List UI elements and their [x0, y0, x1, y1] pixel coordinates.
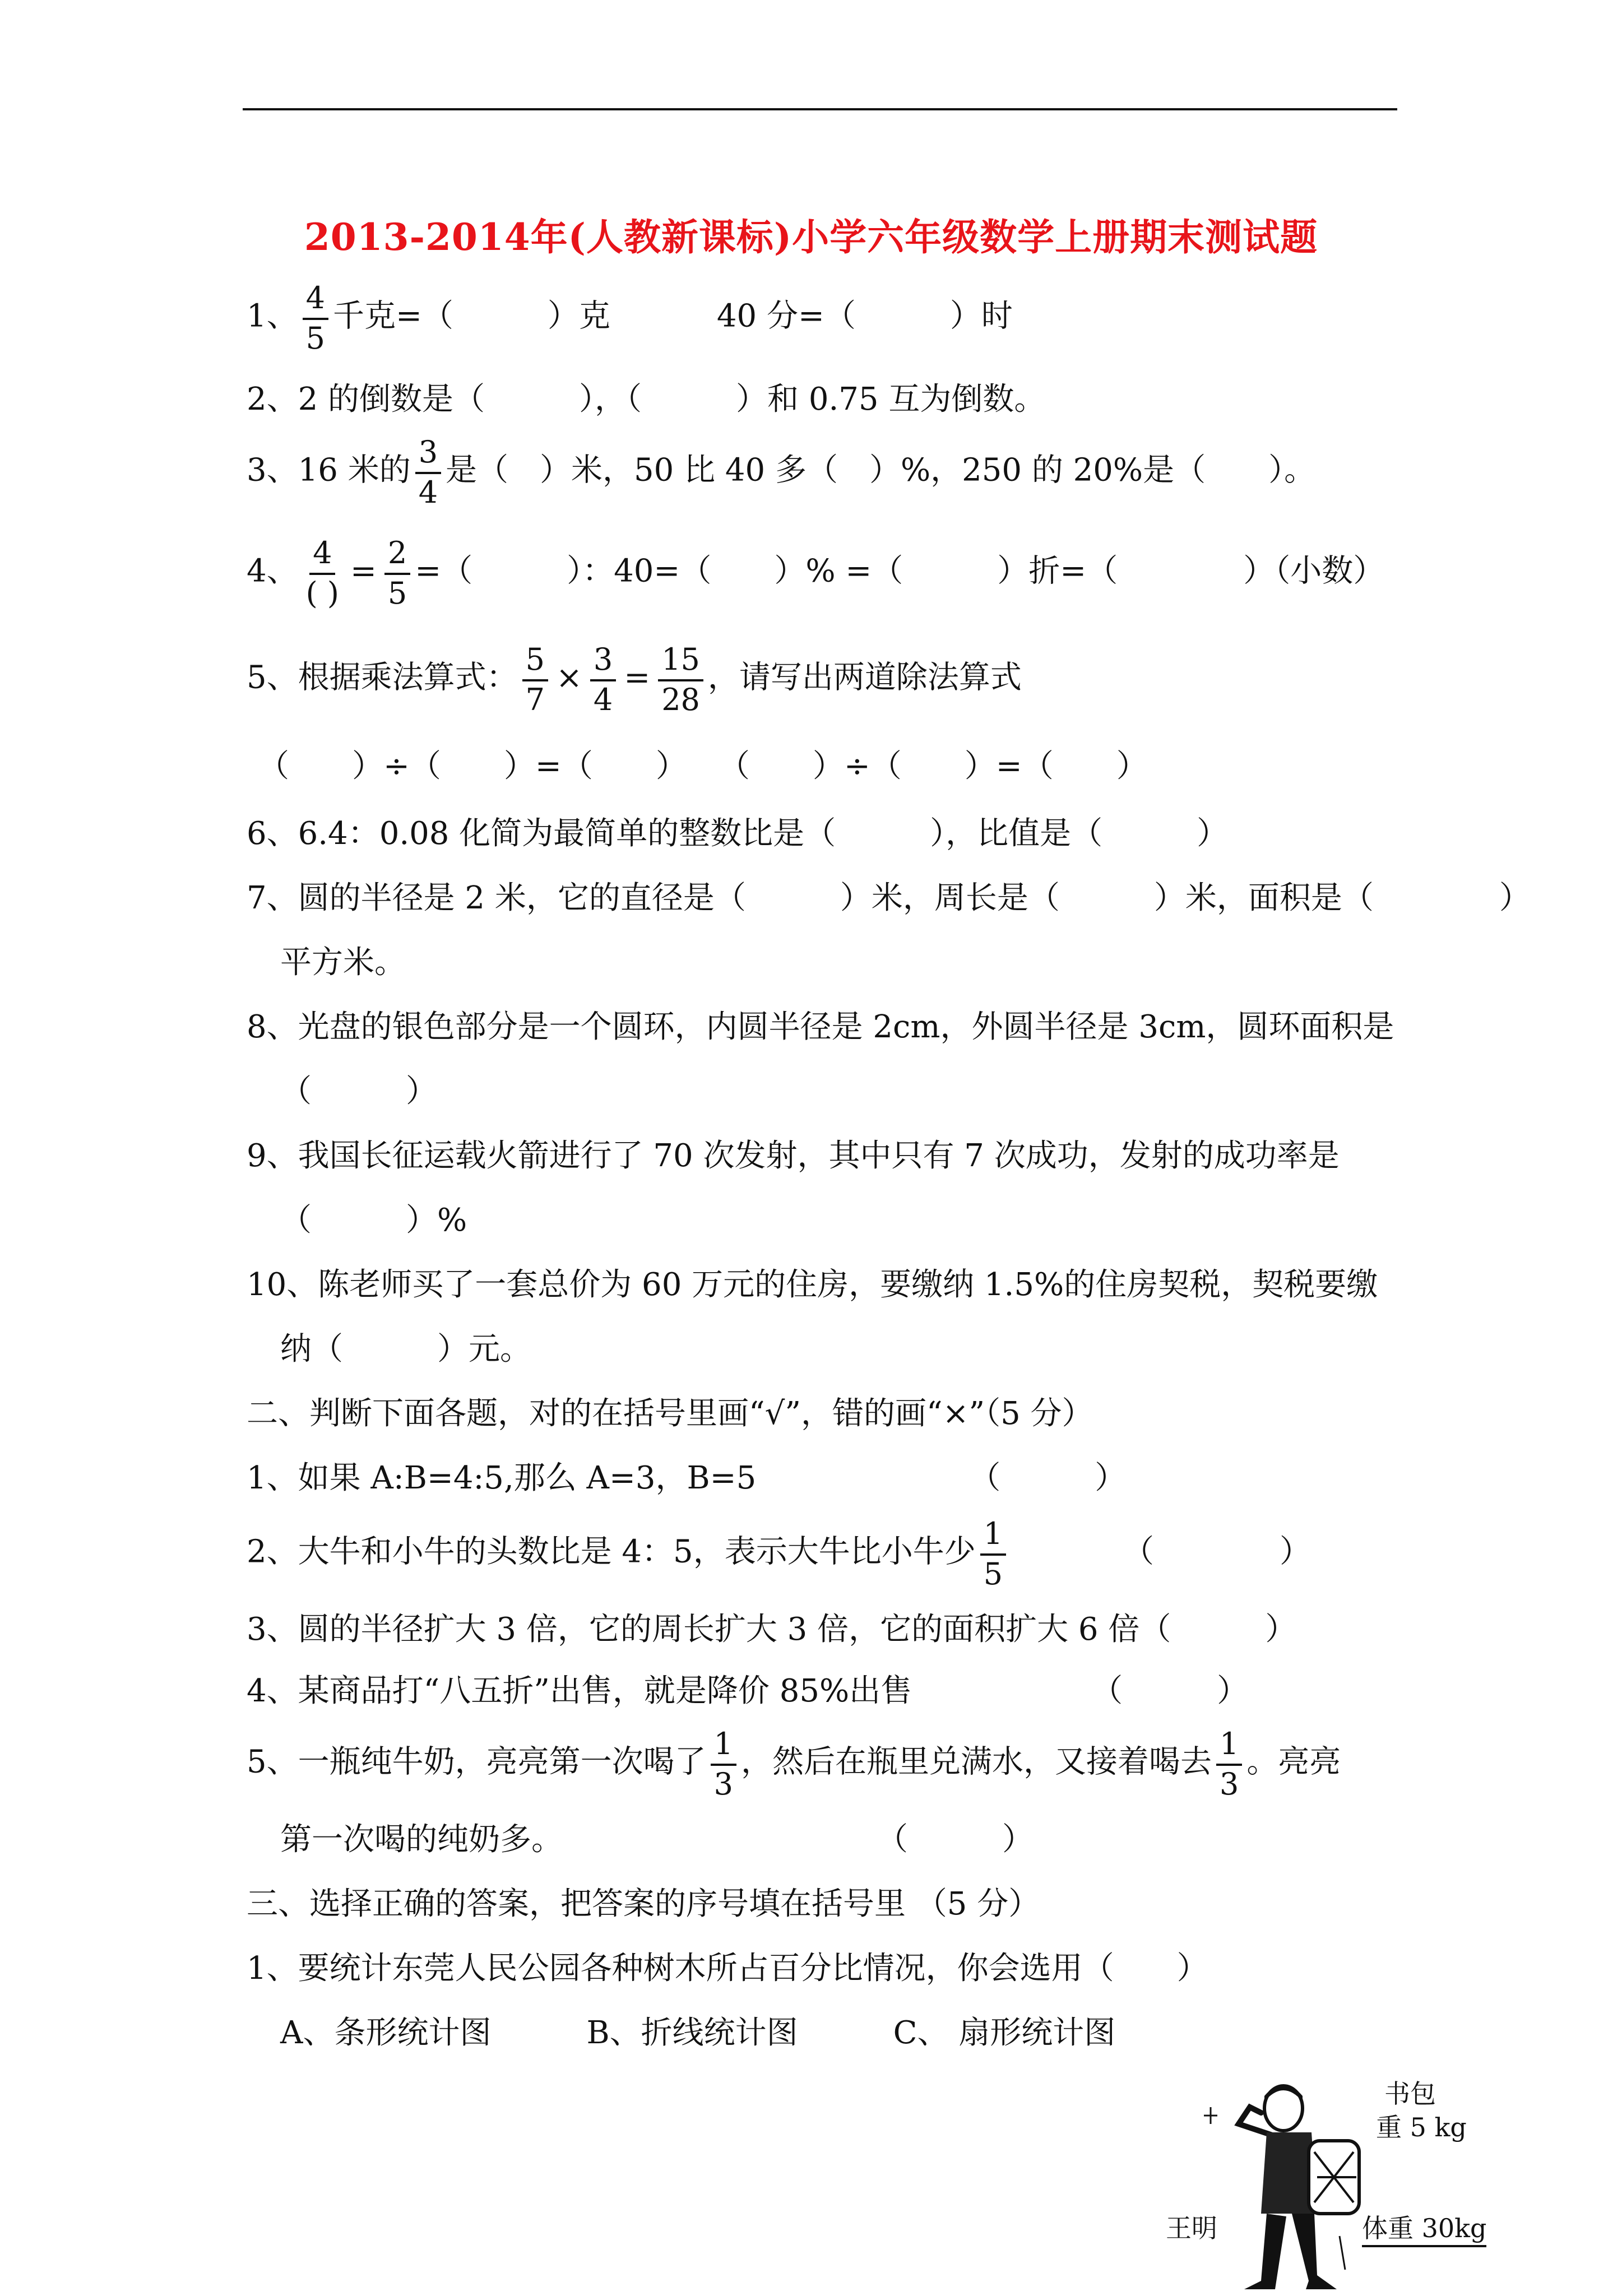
- fraction: $\frac{15}{28}$: [658, 644, 703, 715]
- bag-label-line-2: 重 5 kg: [1376, 2112, 1467, 2142]
- question-5-blanks: （ ）÷（ ）=（ ） （ ）÷（ ）=（ ）: [258, 748, 1148, 785]
- judge-5-cont: 第一次喝的纯奶多。 （ ）: [280, 1821, 1034, 1858]
- student-figure-icon: [1177, 2074, 1513, 2294]
- fraction: $\frac{5}{7}$: [522, 644, 548, 715]
- fraction: $\frac{1}{3}$: [1216, 1729, 1242, 1799]
- choice-1-options: [280, 2017, 1115, 2049]
- option-b: B、折线统计图: [586, 2015, 798, 2051]
- section-2-heading: 二、判断下面各题，对的在括号里画“√”，错的画“×”（5 分）: [247, 1395, 1093, 1432]
- judge-1: 1、如果 A:B=4:5,那么 A=3，B=5 （ ）: [247, 1460, 1127, 1496]
- question-8-cont: （ ）: [280, 1073, 437, 1110]
- header-rule: [243, 108, 1397, 110]
- judge-4: 4、某商品打“八五折”出售，就是降价 85%出售 （ ）: [247, 1673, 1249, 1709]
- fraction: $\frac{4}{5}$: [303, 283, 328, 354]
- fraction: $\frac{3}{4}$: [590, 644, 616, 715]
- fraction: $\frac{1}{5}$: [980, 1519, 1006, 1589]
- student-illustration: [1166, 2074, 1513, 2294]
- question-6: 6、6.4：0.08 化简为最简单的整数比是（ ），比值是（ ）: [247, 815, 1229, 852]
- page-title: 2013-2014年(人教新课标)小学六年级数学上册期末测试题: [304, 215, 1318, 259]
- question-9-cont: （ ）%: [280, 1202, 467, 1239]
- option-a: A、条形统计图: [280, 2015, 492, 2051]
- question-5: 5、根据乘法算式： $\frac{5}{7}$ × $\frac{3}{4}$ = $\frac{15}{28}$ ，请写出两道除法算式: [247, 642, 1022, 717]
- student-name: 王明: [1166, 2213, 1217, 2243]
- question-10: 10、陈老师买了一套总价为 60 万元的住房，要缴纳 1.5%的住房契税，契税要缴: [247, 1267, 1378, 1303]
- judge-2: 2、大牛和小牛的头数比是 4：5，表示大牛比小牛少 $\frac{1}{5}$ （ ）: [247, 1516, 1311, 1592]
- option-c: C、 扇形统计图: [893, 2015, 1116, 2051]
- question-10-cont: 纳（ ）元。: [280, 1331, 531, 1367]
- section-3-heading: 三、选择正确的答案，把答案的序号填在括号里 （5 分）: [247, 1886, 1040, 1922]
- question-7: 7、圆的半径是 2 米，它的直径是（ ）米，周长是（ ）米，面积是（ ）: [247, 880, 1531, 916]
- question-7-cont: 平方米。: [280, 944, 406, 981]
- choice-1: 1、要统计东莞人民公园各种树木所占百分比情况，你会选用（ ）: [247, 1950, 1208, 1987]
- question-2: 2、2 的倒数是（ ），（ ）和 0.75 互为倒数。: [247, 381, 1046, 418]
- fraction: $\frac{4}{( )}$: [305, 535, 339, 611]
- fraction: $\frac{1}{3}$: [711, 1729, 736, 1799]
- judge-3: 3、圆的半径扩大 3 倍，它的周长扩大 3 倍，它的面积扩大 6 倍（ ）: [247, 1611, 1297, 1648]
- bag-label-line-1: 书包: [1384, 2079, 1436, 2109]
- body-weight-label: 体重 30kg: [1362, 2208, 1486, 2247]
- fraction: $\frac{2}{5}$: [384, 538, 410, 609]
- judge-5: 5、一瓶纯牛奶，亮亮第一次喝了 $\frac{1}{3}$ ，然后在瓶里兑满水，又接着喝去 $\frac{1}{3}$ 。亮亮: [247, 1726, 1341, 1802]
- question-4: 4、 $\frac{4}{( )}$ = $\frac{2}{5}$ =（ ）：40=（ ）% =（ ）折=（ ）（小数）: [247, 535, 1385, 611]
- question-9: 9、我国长征运载火箭进行了 70 次发射，其中只有 7 次成功，发射的成功率是: [247, 1138, 1340, 1174]
- fraction: $\frac{3}{4}$: [415, 437, 441, 508]
- question-8: 8、光盘的银色部分是一个圆环，内圆半径是 2cm，外圆半径是 3cm，圆环面积是: [247, 1009, 1394, 1045]
- question-1: 1、 $\frac{4}{5}$ 千克=（ ）克 40 分=（ ）时: [247, 280, 1013, 356]
- question-3: 3、16 米的 $\frac{3}{4}$ 是（ ）米，50 比 40 多（ ）%，250 的 20%是（ ）。: [247, 434, 1316, 510]
